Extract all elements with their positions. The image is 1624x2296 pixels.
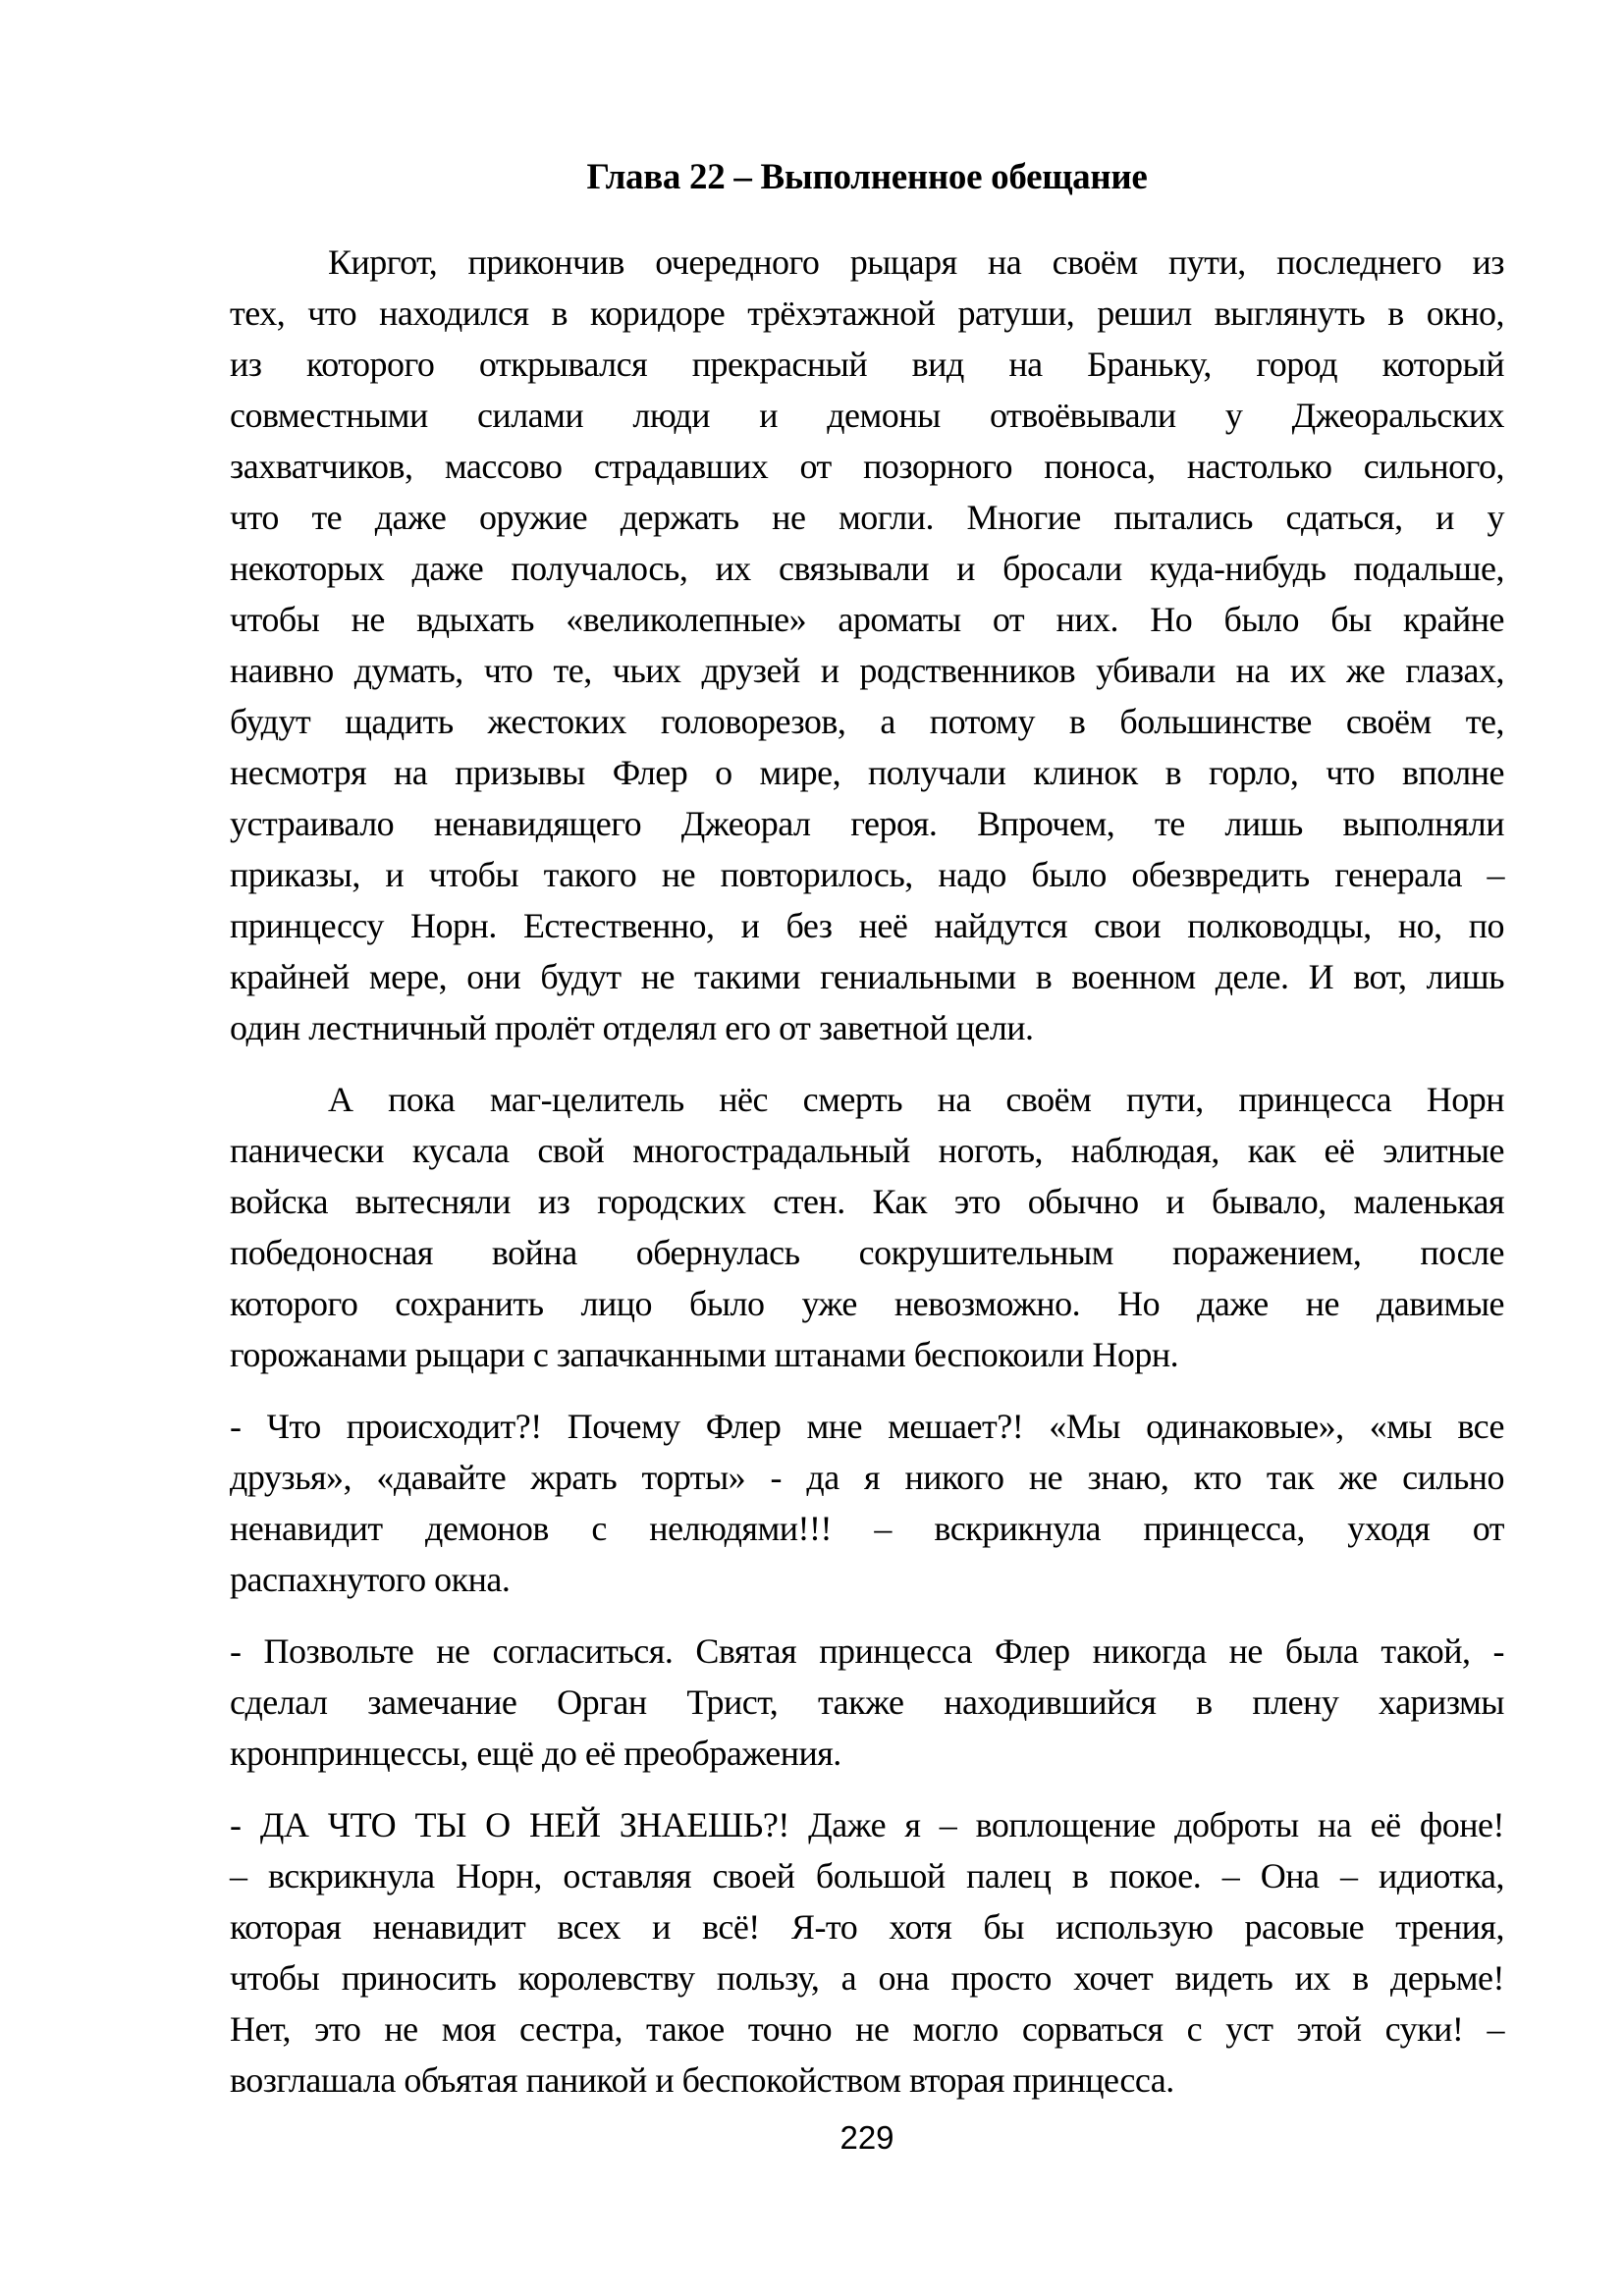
text-line: сделал замечание Орган Трист, также находившийся в плену харизмы [230,1682,1504,1722]
text-line: что те даже оружие держать не могли. Многие пытались сдаться, и у [230,498,1504,537]
text-line: друзья», «давайте жрать торты» - да я никого не знаю, кто так же сильно [230,1458,1504,1497]
text-line: некоторых даже получалось, их связывали и бросали куда-нибудь подальше, [230,549,1504,588]
chapter-title: Глава 22 – Выполненное обещание [586,157,1148,197]
text-line: приказы, и чтобы такого не повторилось, надо было обезвредить генерала – [230,855,1504,894]
text-line: которого сохранить лицо было уже невозможно. Но даже не давимые [230,1284,1504,1323]
text-line: чтобы приносить королевству пользу, а она просто хочет видеть их в дерьме! [230,1958,1504,1998]
text-line: совместными силами люди и демоны отвоёвывали у Джеоральских [230,396,1504,435]
paragraph [230,1799,1504,2106]
text-line: чтобы не вдыхать «великолепные» ароматы от них. Но было бы крайне [230,600,1504,639]
text-line: - Что происходит?! Почему Флер мне мешает?! «Мы одинаковые», «мы все [230,1407,1504,1446]
paragraph [230,237,1504,1053]
text-line: кронпринцессы, ещё до её преображения. [230,1734,841,1773]
text-line: победоносная война обернулась сокрушительным поражением, после [230,1233,1504,1272]
paragraph [230,1074,1504,1380]
text-line: войска вытесняли из городских стен. Как это обычно и бывало, маленькая [230,1182,1504,1221]
text-line: из которого открывался прекрасный вид на Браньку, город который [230,345,1504,384]
text-line: Киргот, прикончив очередного рыцаря на своём пути, последнего из [328,242,1504,282]
text-line: будут щадить жестоких головорезов, а потому в большинстве своём те, [230,702,1504,741]
text-line: горожанами рыцари с запачканными штанами беспокоили Норн. [230,1335,1179,1374]
text-line: – вскрикнула Норн, оставляя своей большой палец в покое. – Она – идиотка, [230,1856,1504,1896]
text-line: тех, что находился в коридоре трёхэтажной ратуши, решил выглянуть в окно, [230,294,1504,333]
text-line: распахнутого окна. [230,1560,511,1599]
text-line: крайней мере, они будут не такими гениальными в военном деле. И вот, лишь [230,957,1504,996]
document-body [230,237,1504,2106]
page-number: 229 [839,2119,894,2156]
text-line: несмотря на призывы Флер о мире, получали клинок в горло, что вполне [230,753,1504,792]
text-line: Нет, это не моя сестра, такое точно не могло сорваться с уст этой суки! – [230,2009,1504,2049]
text-line: ненавидит демонов с нелюдями!!! – вскрикнула принцесса, уходя от [230,1509,1504,1548]
text-line: наивно думать, что те, чьих друзей и родственников убивали на их же глазах, [230,651,1504,690]
text-line: которая ненавидит всех и всё! Я-то хотя бы использую расовые трения, [230,1907,1504,1947]
text-line: - Позвольте не согласиться. Святая принцесса Флер никогда не была такой, - [230,1631,1504,1671]
text-line: панически кусала свой многострадальный ноготь, наблюдая, как её элитные [230,1131,1504,1170]
document-content [230,152,1504,2106]
text-line: устраивало ненавидящего Джеорал героя. Впрочем, те лишь выполняли [230,804,1504,843]
page-footer [230,2118,1504,2158]
paragraph [230,1626,1504,1779]
text-line: один лестничный пролёт отделял его от заветной цели. [230,1008,1034,1047]
text-line: А пока маг-целитель нёс смерть на своём пути, принцесса Норн [328,1080,1504,1119]
paragraph [230,1401,1504,1605]
text-line: захватчиков, массово страдавших от позорного поноса, настолько сильного, [230,447,1504,486]
text-line: принцессу Норн. Естественно, и без неё найдутся свои полководцы, но, по [230,906,1504,945]
text-line: - ДА ЧТО ТЫ О НЕЙ ЗНАЕШЬ?! Даже я – воплощение доброты на её фоне! [230,1805,1504,1844]
text-line: возглашала объятая паникой и беспокойством вторая принцесса. [230,2060,1174,2100]
